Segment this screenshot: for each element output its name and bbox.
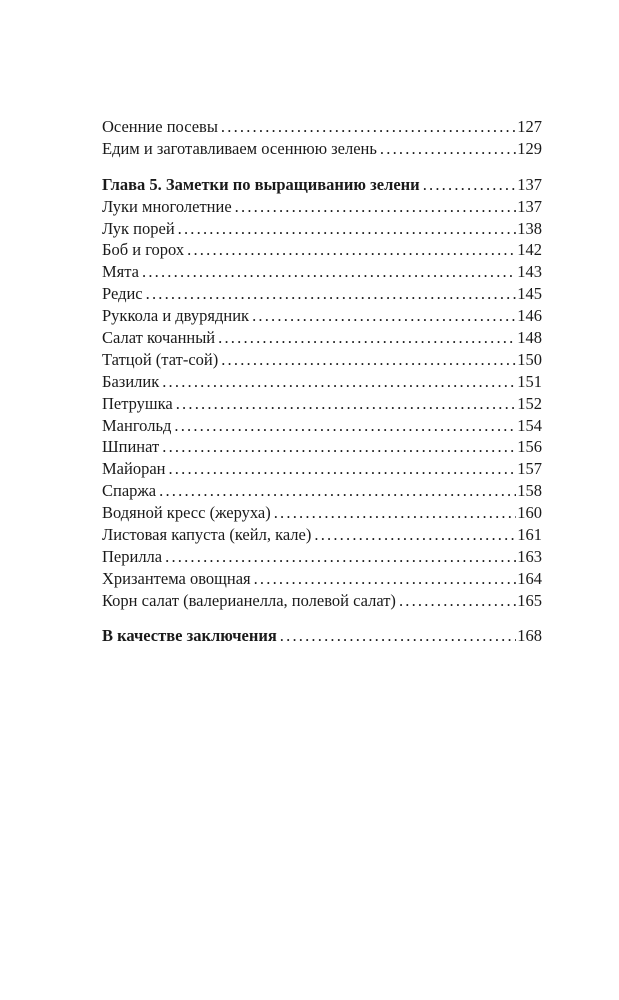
toc-entry-page: 158 — [517, 481, 542, 501]
dot-leader — [178, 218, 517, 240]
dot-leader — [221, 116, 516, 138]
toc-entry-title: Мята — [102, 262, 139, 282]
toc-entry[interactable] — [102, 116, 542, 138]
toc-entry[interactable] — [102, 502, 542, 524]
toc-entry-page: 146 — [517, 306, 542, 326]
dot-leader — [159, 480, 516, 502]
toc-entry[interactable] — [102, 305, 542, 327]
toc-entry[interactable] — [102, 480, 542, 502]
toc-entry-title: Салат кочанный — [102, 328, 216, 348]
toc-entry[interactable] — [102, 327, 542, 349]
toc-entry-page: 156 — [517, 437, 542, 457]
toc-entry-page: 129 — [517, 138, 542, 158]
dot-leader — [252, 305, 516, 327]
dot-leader — [423, 174, 517, 196]
toc-entry-page: 160 — [517, 503, 542, 523]
dot-leader — [399, 590, 516, 612]
toc-entry-title: Луки многолетние — [102, 196, 232, 216]
toc-entry-title: Листовая капуста (кейл, кале) — [102, 525, 312, 545]
toc-entry[interactable] — [102, 218, 542, 240]
toc-entry-title: Шпинат — [102, 437, 160, 457]
dot-leader — [274, 502, 517, 524]
dot-leader — [165, 546, 516, 568]
toc-entry[interactable] — [102, 568, 542, 590]
chapter-5-entries — [102, 196, 542, 612]
section-spacer — [102, 160, 542, 174]
dot-leader — [187, 239, 516, 261]
toc-entry-title: Спаржа — [102, 481, 157, 501]
toc-entry-title: Мангольд — [102, 415, 172, 435]
toc-chapter-page: 137 — [517, 174, 542, 194]
toc-entry-page: 127 — [517, 117, 542, 136]
toc-entry-page: 142 — [517, 240, 542, 260]
section-spacer — [102, 612, 542, 625]
toc-entry-page: 137 — [517, 196, 542, 216]
toc-entry-title: Водяной кресс (жеруха) — [102, 503, 271, 523]
toc-entry[interactable] — [102, 524, 542, 546]
toc-entry-page: 150 — [517, 349, 542, 369]
toc-entry-title: Майоран — [102, 459, 166, 479]
dot-leader — [380, 138, 516, 160]
toc-entry-page: 143 — [517, 262, 542, 282]
dot-leader — [176, 393, 517, 415]
dot-leader — [218, 327, 516, 349]
toc-entry[interactable] — [102, 393, 542, 415]
toc-chapter-title: Глава 5. Заметки по выращиванию зелени — [102, 174, 420, 194]
toc-entry-title: Хризантема овощная — [102, 568, 251, 588]
dot-leader — [168, 458, 516, 480]
dot-leader — [280, 625, 516, 647]
toc-entry-page: 157 — [517, 459, 542, 479]
toc-entry-title: Руккола и двурядник — [102, 306, 250, 326]
toc-conclusion-title: В качестве заключения — [102, 625, 277, 645]
toc-entry[interactable] — [102, 415, 542, 437]
toc-entry-title: Лук порей — [102, 218, 175, 238]
toc-entry-title: Базилик — [102, 371, 160, 391]
toc-entry[interactable] — [102, 436, 542, 458]
toc-entry-title: Корн салат (валерианелла, полевой салат) — [102, 590, 396, 610]
toc-entry[interactable] — [102, 590, 542, 612]
toc-entry-page: 165 — [517, 590, 542, 610]
toc-entry-page: 145 — [517, 284, 542, 304]
toc-entry-page: 163 — [517, 546, 542, 566]
dot-leader — [162, 436, 516, 458]
toc-chapter-heading[interactable] — [102, 174, 542, 196]
dot-leader — [314, 524, 516, 546]
toc-entry-page: 154 — [517, 415, 542, 435]
toc-entry-page: 152 — [517, 393, 542, 413]
dot-leader — [221, 349, 516, 371]
toc-entry-page: 138 — [517, 218, 542, 238]
toc-entry[interactable] — [102, 138, 542, 160]
toc-entry[interactable] — [102, 196, 542, 218]
toc-entry-page: 151 — [517, 371, 542, 391]
table-of-contents — [102, 116, 542, 646]
toc-entry-page: 148 — [517, 328, 542, 348]
dot-leader — [174, 415, 516, 437]
toc-entry-page: 161 — [517, 525, 542, 545]
dot-leader — [235, 196, 517, 218]
toc-conclusion-heading[interactable] — [102, 625, 542, 647]
toc-entry[interactable] — [102, 371, 542, 393]
toc-entry-title: Татцой (тат-сой) — [102, 349, 219, 369]
toc-entry-title: Редис — [102, 284, 143, 304]
dot-leader — [142, 261, 516, 283]
toc-entry-title: Осенние посевы — [102, 117, 218, 136]
toc-entry[interactable] — [102, 546, 542, 568]
toc-entry-title: Перилла — [102, 546, 163, 566]
toc-entry-title: Едим и заготавливаем осеннюю зелень — [102, 138, 377, 158]
toc-entry[interactable] — [102, 261, 542, 283]
toc-conclusion-page: 168 — [517, 625, 542, 645]
toc-entry[interactable] — [102, 239, 542, 261]
toc-entry-page: 164 — [517, 568, 542, 588]
dot-leader — [162, 371, 516, 393]
toc-entry[interactable] — [102, 458, 542, 480]
toc-entry-title: Боб и горох — [102, 240, 185, 260]
dot-leader — [254, 568, 517, 590]
toc-entry-title: Петрушка — [102, 393, 173, 413]
toc-entry[interactable] — [102, 349, 542, 371]
dot-leader — [146, 283, 517, 305]
toc-entry[interactable] — [102, 283, 542, 305]
